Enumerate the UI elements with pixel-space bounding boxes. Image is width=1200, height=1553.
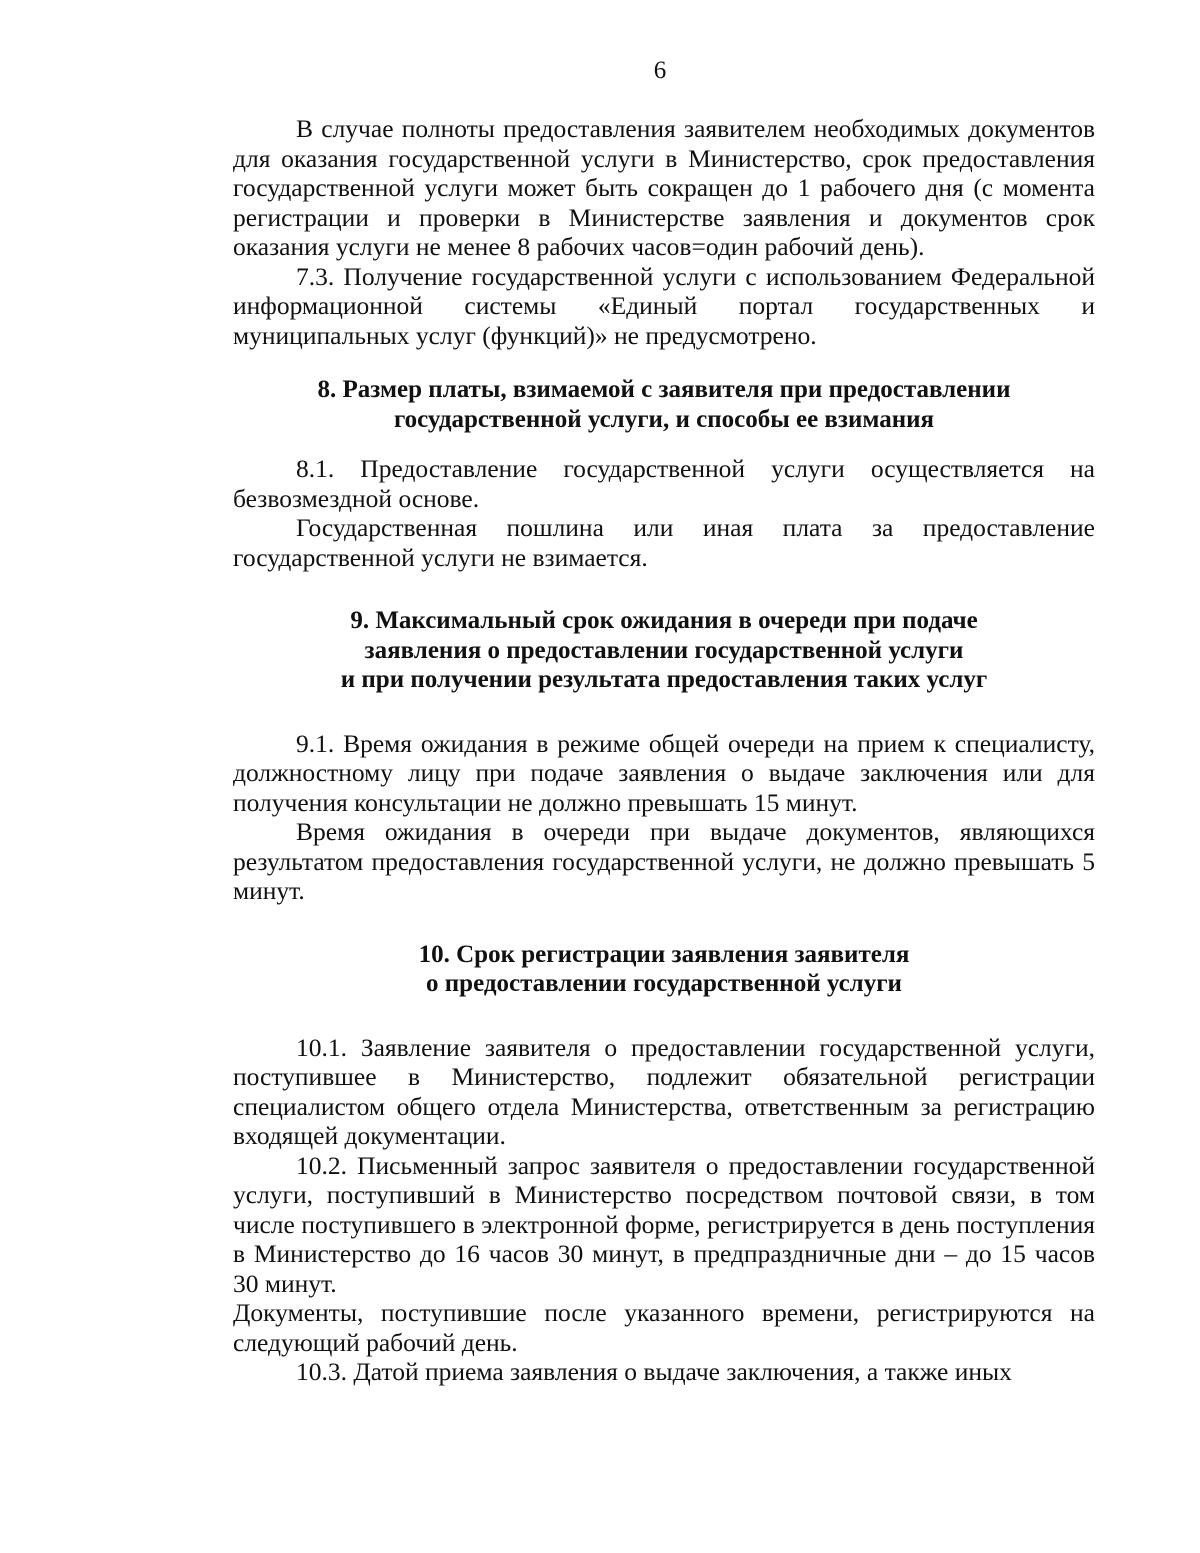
page-number: 6 (653, 57, 667, 84)
section-heading-10 (233, 940, 1095, 999)
section-heading-9-line-3: и при получении результата предоставления таких услуг (340, 666, 988, 693)
section-heading-8-line-2: государственной услуги, и способы ее взимания (393, 405, 935, 433)
section-heading-10-line-2: о предоставлении государственной услуги (426, 970, 902, 997)
paragraph-9-wait: Время ожидания в очереди при выдаче документов, являющихся результатом предоставления государственной услуги, не должно превышать 5 минут. (233, 817, 1095, 905)
paragraph-10-documents: Документы, поступившие после указанного времени, регистрируются на следующий рабочий день. (233, 1298, 1095, 1357)
section-heading-8 (233, 375, 1095, 434)
section-heading-10-line-1: 10. Срок регистрации заявления заявителя (418, 940, 910, 968)
section-heading-9 (233, 606, 1095, 695)
section-heading-8-line-1: 8. Размер платы, взимаемой с заявителя при предоставлении (317, 376, 1011, 403)
paragraph-8-fee: Государственная пошлина или иная плата за предоставление государственной услуги не взимается. (233, 513, 1095, 572)
section-heading-9-line-1: 9. Максимальный срок ожидания в очереди при подаче (350, 607, 978, 634)
paragraph-8-1: 8.1. Предоставление государственной услуги осуществляется на безвозмездной основе. (233, 454, 1095, 513)
section-heading-9-line-2: заявления о предоставлении государственной услуги (364, 636, 964, 664)
document-body (233, 114, 1095, 1387)
paragraph-10-2: 10.2. Письменный запрос заявителя о предоставлении государственной услуги, поступивший в Министерство посредством почтовой связи, в том числе поступившего в электронной форме, регистрируется в день поступления в Министерство до 16 часов 30 минут, в предпраздничные дни – до 15 часов 30 минут. (233, 1150, 1095, 1298)
paragraph-7-3: 7.3. Получение государственной услуги с использованием Федеральной информационной системы «Единый портал государственных и муниципальных услуг (функций)» не предусмотрено. (233, 261, 1095, 350)
paragraph-10-3: 10.3. Датой приема заявления о выдаче заключения, а также иных (296, 1357, 1012, 1386)
paragraph-10-1: 10.1. Заявление заявителя о предоставлении государственной услуги, поступившее в Министерство, подлежит обязательной регистрации специалистом общего отдела Министерства, ответственным за регистрацию входящей документации. (233, 1032, 1095, 1150)
paragraph-9-1: 9.1. Время ожидания в режиме общей очереди на прием к специалисту, должностному лицу при подаче заявления о выдаче заключения или для получения консультации не должно превышать 15 минут. (233, 728, 1095, 817)
paragraph-intro-1: В случае полноты предоставления заявителем необходимых документов для оказания государственной услуги в Министерство, срок предоставления государственной услуги может быть сокращен до 1 рабочего дня (с момента регистрации и проверки в Министерстве заявления и документов срок оказания услуги не менее 8 рабочих часов=один рабочий день). (233, 114, 1095, 261)
